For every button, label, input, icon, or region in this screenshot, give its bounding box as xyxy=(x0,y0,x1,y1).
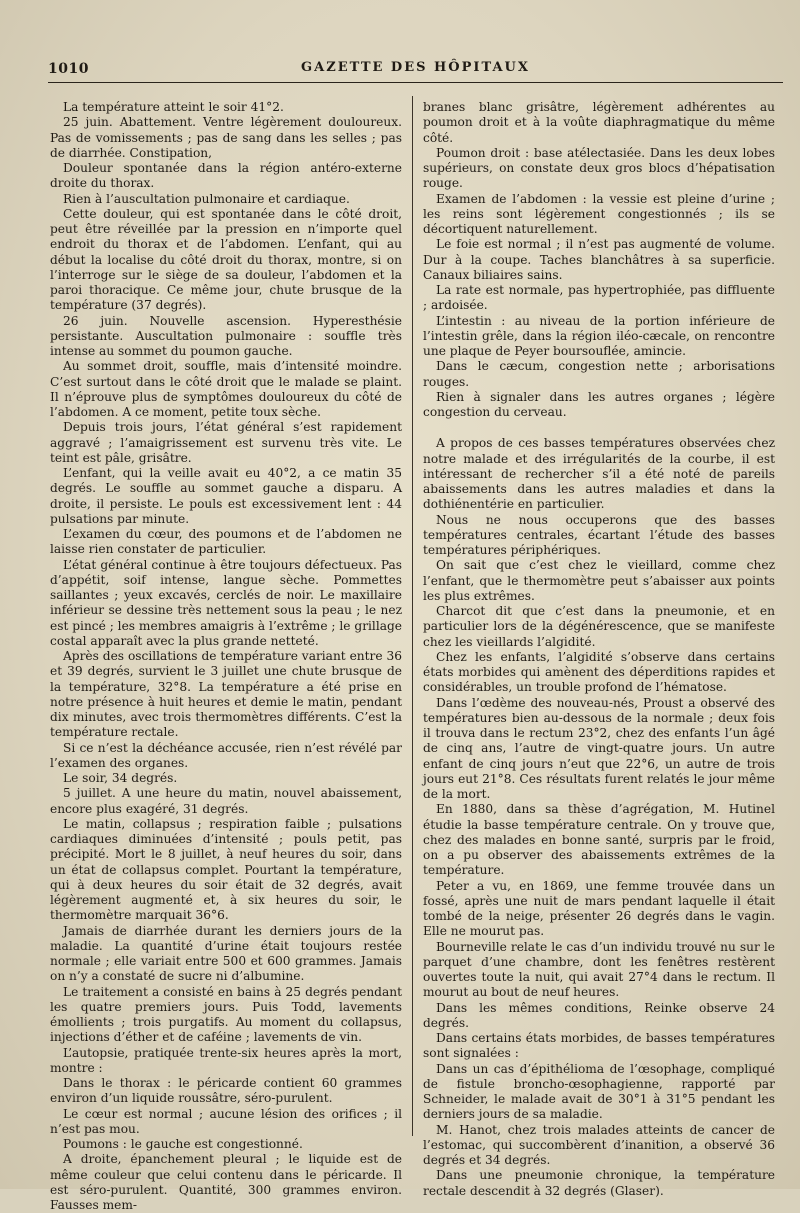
left-column xyxy=(50,100,402,1212)
paragraph: L’examen du cœur, des poumons et de l’abdomen ne laisse rien constater de particulier. xyxy=(50,527,402,557)
paragraph: Dans les mêmes conditions, Reinke observe 24 degrés. xyxy=(423,1000,775,1030)
paragraph: Le foie est normal ; il n’est pas augmenté de volume. Dur à la coupe. Taches blanchâtres à sa superficie. Canaux biliaires sains. xyxy=(423,237,775,282)
paragraph: A propos de ces basses températures observées chez notre malade et des irrégularités de la courbe, il est intéressant de rechercher s’il a été noté de pareils abaissements dans les autres maladies et dans la dothiénentérie en particulier. xyxy=(423,436,775,512)
paragraph: On sait que c’est chez le vieillard, comme chez l’enfant, que le thermomètre peut s’abaisser aux points les plus extrêmes. xyxy=(423,558,775,603)
paragraph: La température atteint le soir 41°2. xyxy=(63,100,284,114)
page-number: 1010 xyxy=(48,61,89,77)
paragraph: Dans le thorax : le péricarde contient 60 grammes environ d’un liquide roussâtre, séro-purulent. xyxy=(50,1076,402,1106)
paragraph: A droite, épanchement pleural ; le liquide est de même couleur que celui contenu dans le péricarde. Il est séro-purulent. Quantité, 300 grammes environ. Fausses mem- xyxy=(50,1152,402,1212)
paragraph: Dans un cas d’épithélioma de l’œsophage, compliqué de fistule broncho-œsophagienne, rapporté par Schneider, le malade avait de 30°1 à 31°5 pendant les derniers jours de sa maladie. xyxy=(423,1061,775,1122)
paragraph: Depuis trois jours, l’état général s’est rapidement aggravé ; l’amaigrissement est survenu très vite. Le teint est pâle, grisâtre. xyxy=(50,420,402,465)
paragraph: Rien à l’auscultation pulmonaire et cardiaque. xyxy=(63,191,350,206)
paragraph: Le matin, collapsus ; respiration faible ; pulsations cardiaques diminuées d’intensité ; pouls petit, pas précipité. Mort le 8 juillet, à neuf heures du soir, dans un état de collapsus complet. Pourtant la température, qui à deux heures du soir était de 32 degrés, avait légèrement augmenté et, à six heures du soir, le thermomètre marquait 36°6. xyxy=(50,816,402,923)
paragraph: 26 juin. Nouvelle ascension. Hyperesthésie persistante. Auscultation pulmonaire : souffle très intense au sommet du poumon gauche. xyxy=(50,313,402,358)
paragraph: 25 juin. Abattement. Ventre légèrement douloureux. Pas de vomissements ; pas de sang dans les selles ; pas de diarrhée. Constipation, xyxy=(50,115,402,160)
paragraph: Au sommet droit, souffle, mais d’intensité moindre. C’est surtout dans le côté droit que le malade se plaint. Il n’éprouve plus de symptômes douloureux du côté de l’abdomen. A ce moment, petite toux sèche. xyxy=(50,359,402,419)
paragraph: Jamais de diarrhée durant les derniers jours de la maladie. La quantité d’urine était toujours restée normale ; elle variait entre 500 et 600 grammes. Jamais on n’y a constaté de sucre ni d’albumine. xyxy=(50,923,402,984)
paragraph: Rien à signaler dans les autres organes ; légère congestion du cerveau. xyxy=(423,389,775,419)
paragraph: Bourneville relate le cas d’un individu trouvé nu sur le parquet d’une chambre, dont les fenêtres restèrent ouvertes toute la nuit, qui avait 27°4 dans le rectum. Il mourut au bout de neuf heures. xyxy=(423,939,775,1000)
paragraph: L’intestin : au niveau de la portion inférieure de l’intestin grêle, dans la région iléo-cæcale, on rencontre une plaque de Peyer boursouflée, amincie. xyxy=(423,313,775,358)
right-column xyxy=(423,100,775,1198)
paragraph: Après des oscillations de température variant entre 36 et 39 degrés, survient le 3 juillet une chute brusque de la température, 32°8. La température a été prise en notre présence à huit heures et demie le matin, pendant dix minutes, avec trois thermomètres différents. C’est la température rectale. xyxy=(50,649,402,740)
paragraph: Douleur spontanée dans la région antéro-externe droite du thorax. xyxy=(50,161,402,191)
paragraph: Chez les enfants, l’algidité s’observe dans certains états morbides qui amènent des déperditions rapides et considérables, un trouble profond de l’hématose. xyxy=(423,649,775,695)
paragraph: L’autopsie, pratiquée trente-six heures après la mort, montre : xyxy=(50,1045,402,1075)
paragraph: Nous ne nous occuperons que des basses températures centrales, écartant l’étude des basses températures périphériques. xyxy=(423,512,775,557)
paragraph: L’enfant, qui la veille avait eu 40°2, a ce matin 35 degrés. Le souffle au sommet gauche a disparu. A droite, il persiste. Le pouls est excessivement lent : 44 pulsations par minute. xyxy=(50,466,402,526)
paragraph: Si ce n’est la déchéance accusée, rien n’est révélé par l’examen des organes. xyxy=(50,740,402,770)
paragraph: En 1880, dans sa thèse d’agrégation, M. Hutinel étudie la basse température centrale. On y trouve que, chez des malades en bonne santé, surpris par le froid, on a pu observer des abaissements extrêmes de la température. xyxy=(423,802,775,878)
paragraph: Peter a vu, en 1869, une femme trouvée dans un fossé, après une nuit de mars pendant laquelle il était tombé de la neige, présenter 26 degrés dans le vagin. Elle ne mourut pas. xyxy=(423,878,775,939)
paragraph: Dans le cæcum, congestion nette ; arborisations rouges. xyxy=(423,359,775,389)
paragraph: Poumon droit : base atélectasiée. Dans les deux lobes supérieurs, on constate deux gros blocs d’hépatisation rouge. xyxy=(423,145,775,191)
paragraph: Dans l’œdème des nouveau-nés, Proust a observé des températures bien au-dessous de la normale ; deux fois il trouva dans le rectum 23°2, chez des enfants l’un âgé de cinq ans, l’autre de vingt-quatre jours. Un autre enfant de cinq jours n’eut que 22°6, un autre de trois jours eut 21°8. Ces résultats furent relatés le jour même de la mort. xyxy=(423,695,775,801)
paragraph: Cette douleur, qui est spontanée dans le côté droit, peut être réveillée par la pression en n’importe quel endroit du thorax et de l’abdomen. L’enfant, qui au début la localise du côté droit du thorax, montre, si on l’interroge sur le siège de sa douleur, l’abdomen et la paroi thoracique. Ce même jour, chute brusque de la température (37 degrés). xyxy=(50,206,402,313)
paragraph: La rate est normale, pas hypertrophiée, pas diffluente ; ardoisée. xyxy=(423,283,775,313)
paragraph: L’état général continue à être toujours défectueux. Pas d’appétit, soif intense, langue sèche. Pommettes saillantes ; yeux excavés, cerclés de noir. Le maxillaire inférieur se dessine très nettement sous la peau ; le nez est pincé ; les membres amaigris à l’extrême ; le grillage costal apparaît avec la plus grande netteté. xyxy=(50,557,402,648)
paragraph: Le soir, 34 degrés. xyxy=(63,771,178,785)
running-title: GAZETTE DES HÔPITAUX xyxy=(301,60,530,75)
paragraph: Le traitement a consisté en bains à 25 degrés pendant les quatre premiers jours. Puis Todd, lavements émollients ; trois purgatifs. Au moment du collapsus, injections d’éther et de caféine ; lavements de vin. xyxy=(50,984,402,1045)
paragraph: Poumons : le gauche est congestionné. xyxy=(63,1137,303,1151)
page-header xyxy=(48,54,783,83)
paragraph: Charcot dit que c’est dans la pneumonie, et en particulier lors de la dégénérescence, que se manifeste chez les vieillards l’algidité. xyxy=(423,604,775,649)
column-divider xyxy=(412,96,413,1136)
paragraph: 5 juillet. A une heure du matin, nouvel abaissement, encore plus exagéré, 31 degrés. xyxy=(50,786,402,816)
paragraph: M. Hanot, chez trois malades atteints de cancer de l’estomac, qui succombèrent d’inanition, a observé 36 degrés et 34 degrés. xyxy=(423,1122,775,1167)
paragraph: Dans une pneumonie chronique, la température rectale descendit à 32 degrés (Glaser). xyxy=(423,1168,775,1198)
paragraph: branes blanc grisâtre, légèrement adhérentes au poumon droit et à la voûte diaphragmatique du même côté. xyxy=(423,100,775,145)
paragraph: Le cœur est normal ; aucune lésion des orifices ; il n’est pas mou. xyxy=(50,1106,402,1136)
paragraph: Dans certains états morbides, de basses températures sont signalées : xyxy=(423,1031,775,1061)
paragraph: Examen de l’abdomen : la vessie est pleine d’urine ; les reins sont légèrement congestionnés ; ils se décortiquent naturellement. xyxy=(423,191,775,236)
